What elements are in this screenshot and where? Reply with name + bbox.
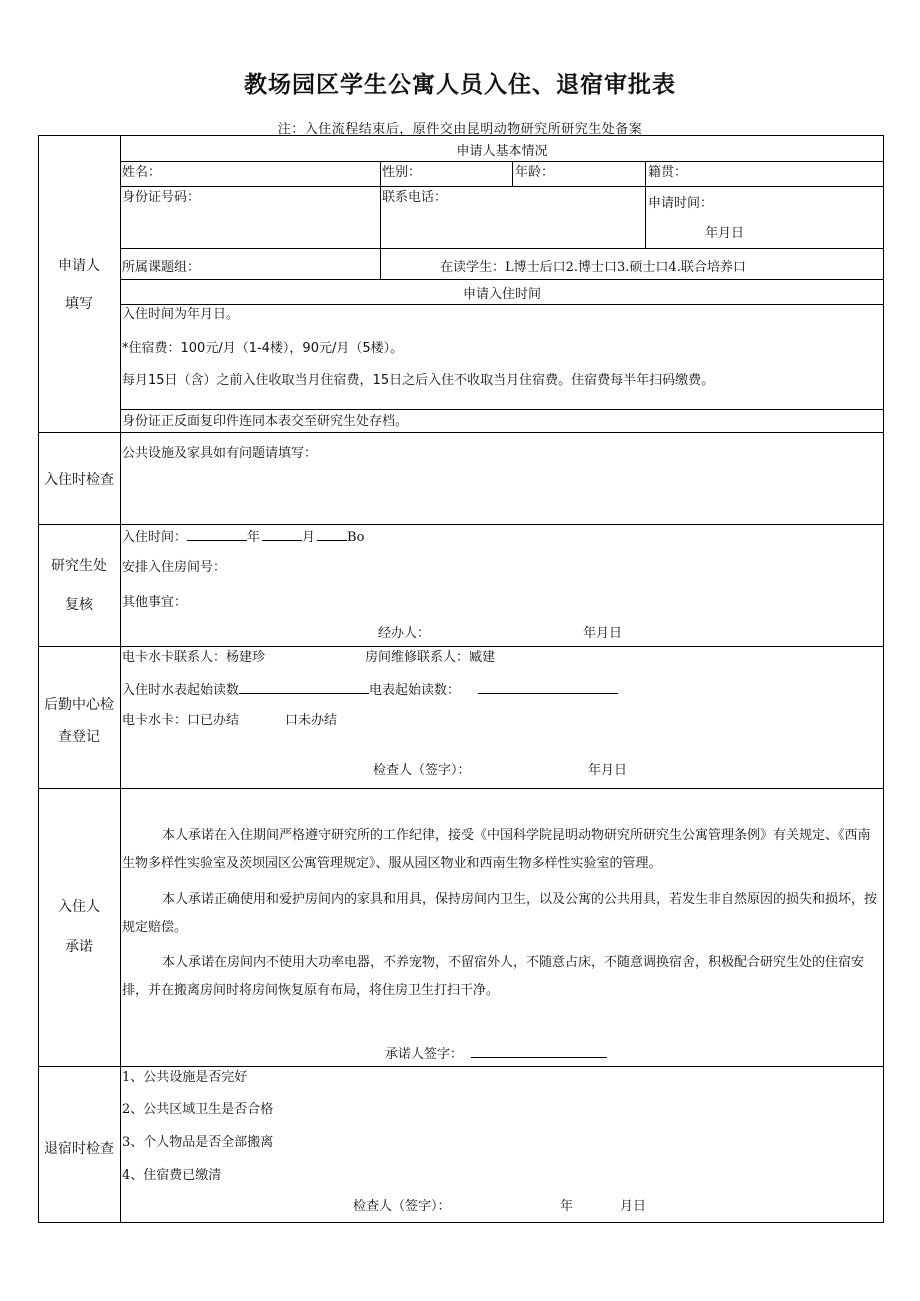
student-type-options: 在读学生：L博士后口2.博士口3.硕士口4.联合培养口: [440, 260, 746, 275]
power-reading-blank: [478, 681, 618, 694]
month-label: 月: [302, 530, 316, 545]
handler-label: 经办人：: [378, 626, 431, 641]
checkout-item: 1、公共设施是否完好: [122, 1070, 248, 1085]
section-divider: [38, 524, 884, 525]
meter-readings: [122, 681, 618, 699]
checkout-year: 年: [560, 1199, 574, 1214]
divider: [120, 279, 884, 280]
review-date: 年月日: [583, 626, 623, 641]
checkin-inspection-label: 入住时检查: [44, 472, 114, 488]
age-field-label: 年龄：: [515, 165, 555, 180]
logistics-section-label: 后勤中心检: [44, 697, 114, 713]
pledge-section-label-2: 承诺: [65, 939, 93, 955]
day-suffix: Bo: [347, 530, 365, 545]
pledge-paragraph-1: 本人承诺在入住期间严格遵守研究所的工作纪律，接受《中国科学院昆明动物研究所研究生公寓管理条例》有关规定、《西南生物多样性实验室及茨坝园区公寓管理规定》、服从园区物业和西南生物多样性实验室的管理。: [122, 828, 871, 871]
applicant-section-label: 申请人: [58, 258, 100, 274]
pledge-section-label: 入住人: [58, 899, 100, 915]
card-status: [122, 713, 337, 729]
form-note: 注：入住流程结束后，原件交由昆明动物研究所研究生处备案: [277, 122, 643, 137]
checkin-date-line: 入住时间为年月日。: [122, 307, 240, 322]
section-divider: [38, 432, 884, 433]
checkin-time-label: 入住时间：: [122, 530, 188, 545]
divider: [120, 186, 884, 187]
divider: [380, 248, 381, 279]
apply-time-label: 申请时间：: [648, 196, 714, 211]
id-copy-note: 身份证正反面复印件连同本表交至研究生处存档。: [122, 414, 409, 429]
water-reading-label: 入住时水表起始读数: [122, 683, 240, 698]
research-group-label: 所属课题组：: [122, 260, 201, 275]
card-not-done-option: 口未办结: [285, 713, 338, 728]
card-contact: 电卡水卡联系人：杨建珍: [122, 650, 266, 665]
pledge-paragraph-3: 本人承诺在房间内不使用大功率电器，不养宠物，不留宿外人，不随意占床，不随意调换宿舍，积极配合研究生处的住宿安排，并在搬离房间时将房间恢复原有布局，将住房卫生打扫干净。: [122, 955, 865, 998]
fee-rule: 每月15日（含）之前入住收取当月住宿费，15日之后入住不收取当月住宿费。住宿费每半年扫码缴费。: [122, 373, 715, 388]
divider: [120, 409, 884, 410]
logistics-section-label-2: 查登记: [58, 729, 100, 745]
checkin-time-header: 申请入住时间: [462, 287, 541, 302]
divider: [645, 161, 646, 248]
checkout-month-day: 月日: [620, 1199, 647, 1214]
logistics-date: 年月日: [588, 763, 628, 778]
applicant-section-label-2: 填写: [65, 296, 93, 312]
year-blank: [187, 528, 247, 541]
section-divider: [38, 646, 884, 647]
checkout-item: 3、个人物品是否全部搬离: [122, 1135, 274, 1150]
card-done-option: 口已办结: [187, 713, 240, 728]
hometown-field-label: 籍贯：: [648, 165, 688, 180]
review-checkin-time: [122, 528, 364, 546]
gender-field-label: 性别：: [382, 165, 422, 180]
pledge-signature-blank: [471, 1045, 607, 1058]
review-section-label: 研究生处: [51, 558, 107, 574]
checkout-inspector-label: 检查人（签字）：: [353, 1199, 451, 1214]
id-number-field-label: 身份证号码：: [122, 190, 201, 205]
basic-info-header: 申请人基本情况: [456, 144, 548, 159]
review-section-label-2: 复核: [65, 597, 93, 613]
card-status-label: 电卡水卡：: [122, 713, 188, 728]
phone-field-label: 联系电话：: [382, 190, 448, 205]
checkout-item: 2、公共区域卫生是否合格: [122, 1102, 274, 1117]
repair-contact: 房间维修联系人：臧建: [365, 650, 496, 665]
divider: [120, 248, 884, 249]
other-matters-label: 其他事宜：: [122, 595, 188, 610]
pledge-signer: [385, 1045, 607, 1063]
name-field-label: 姓名：: [122, 165, 162, 180]
power-reading-label: 电表起始读数：: [369, 683, 461, 698]
logistics-inspector-label: 检查人（签字）：: [373, 763, 471, 778]
month-blank: [262, 528, 302, 541]
section-divider: [38, 1066, 884, 1067]
divider: [512, 161, 513, 186]
form-title: 教场园区学生公寓人员入住、退宿审批表: [244, 72, 676, 98]
divider: [380, 161, 381, 248]
pledge-signer-label: 承诺人签字：: [385, 1047, 464, 1062]
checkout-item: 4、住宿费已缴清: [122, 1168, 222, 1183]
divider: [120, 304, 884, 305]
divider: [120, 161, 884, 162]
fee-line: *住宿费：100元/月（1-4楼），90元/月（5楼）。: [122, 341, 404, 356]
apply-date: 年月日: [705, 226, 745, 241]
year-label: 年: [247, 530, 261, 545]
room-number-label: 安排入住房间号：: [122, 560, 227, 575]
checkout-section-label: 退宿时检查: [44, 1141, 114, 1157]
pledge-paragraph-2: 本人承诺正确使用和爱护房间内的家具和用具，保持房间内卫生，以及公寓的公共用具，若发生非自然原因的损失和损坏，按规定赔偿。: [122, 892, 878, 935]
facility-issue-prompt: 公共设施及家具如有问题请填写：: [122, 446, 318, 461]
section-divider: [38, 788, 884, 789]
water-reading-blank: [239, 681, 369, 694]
day-blank: [317, 528, 347, 541]
